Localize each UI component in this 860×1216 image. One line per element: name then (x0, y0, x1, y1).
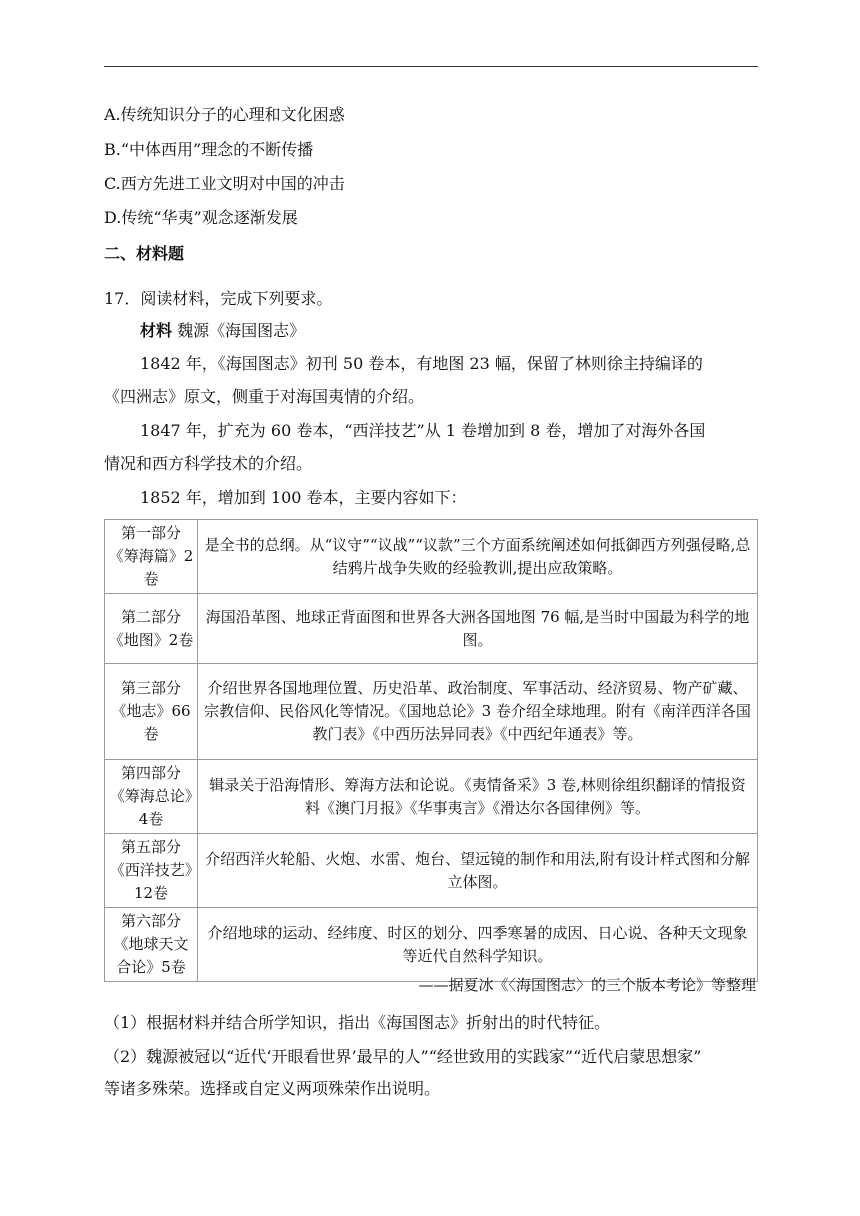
header-rule (104, 66, 758, 67)
table-row (105, 520, 758, 594)
content-cell: 介绍西洋火轮船、火炮、水雷、炮台、望远镜的制作和用法,附有设计样式图和分解立体图。 (198, 834, 758, 908)
option-c: C.西方先进工业文明对中国的冲击 (104, 174, 345, 193)
table-row (105, 664, 758, 760)
paragraph-1847-line1: 1847 年，扩充为 60 卷本，“西洋技艺”从 1 卷增加到 8 卷，增加了对海外各国 (140, 421, 706, 440)
sub-question-2-line1: （2）魏源被冠以“近代‘开眼看世界’最早的人”“经世致用的实践家”“近代启蒙思想家” (104, 1047, 702, 1066)
material-label: 材料 (140, 321, 173, 340)
content-cell: 介绍地球的运动、经纬度、时区的划分、四季寒暑的成因、日心说、各种天文现象等近代自然科学知识。 (198, 908, 758, 982)
material-title: 魏源《海国图志》 (177, 321, 306, 340)
source-citation: ——据夏冰《〈海国图志〉的三个版本考论》等整理 (418, 976, 756, 994)
sub-question-1: （1）根据材料并结合所学知识，指出《海国图志》折射出的时代特征。 (104, 1013, 611, 1032)
paragraph-1842-line1: 1842 年，《海国图志》初刊 50 卷本，有地图 23 幅，保留了林则徐主持编译的 (140, 354, 703, 373)
content-cell: 海国沿革图、地球正背面图和世界各大洲各国地图 76 幅,是当时中国最为科学的地图。 (198, 594, 758, 664)
section-heading: 二、材料题 (104, 244, 185, 263)
part-cell: 第五部分《西洋技艺》12卷 (105, 834, 198, 908)
paragraph-1847-line2: 情况和西方科学技术的介绍。 (104, 454, 313, 473)
part-cell: 第二部分《地图》2卷 (105, 594, 198, 664)
table-row (105, 594, 758, 664)
table-row (105, 760, 758, 834)
material-title-line (140, 320, 305, 342)
part-cell: 第四部分《筹海总论》4卷 (105, 760, 198, 834)
volume-table (104, 519, 758, 982)
part-cell: 第六部分《地球天文合论》5卷 (105, 908, 198, 982)
paragraph-1852: 1852 年，增加到 100 卷本，主要内容如下： (140, 488, 467, 507)
paragraph-1842-line2: 《四洲志》原文，侧重于对海国夷情的介绍。 (104, 387, 425, 406)
sub-question-2-line2: 等诸多殊荣。选择或自定义两项殊荣作出说明。 (104, 1079, 441, 1098)
content-cell: 介绍世界各国地理位置、历史沿革、政治制度、军事活动、经济贸易、物产矿藏、宗教信仰、民俗风化等情况。《国地总论》3 卷介绍全球地理。附有《南洋西洋各国教门表》《中西历法异同表》《中西纪年通表》等。 (198, 664, 758, 760)
option-b: B.“中体西用”理念的不断传播 (104, 140, 314, 159)
content-cell: 是全书的总纲。从“议守”“议战”“议款”三个方面系统阐述如何抵御西方列强侵略,总结鸦片战争失败的经验教训,提出应敌策略。 (198, 520, 758, 594)
part-cell: 第一部分《筹海篇》2卷 (105, 520, 198, 594)
part-cell: 第三部分《地志》66卷 (105, 664, 198, 760)
option-a: A.传统知识分子的心理和文化困惑 (104, 105, 345, 124)
table-row (105, 908, 758, 982)
option-d: D.传统“华夷”观念逐渐发展 (104, 208, 298, 227)
content-cell: 辑录关于沿海情形、筹海方法和论说。《夷情备采》3 卷,林则徐组织翻译的情报资料《澳门月报》《华事夷言》《滑达尔各国律例》等。 (198, 760, 758, 834)
table-row (105, 834, 758, 908)
question-stem: 17．阅读材料，完成下列要求。 (104, 289, 333, 308)
